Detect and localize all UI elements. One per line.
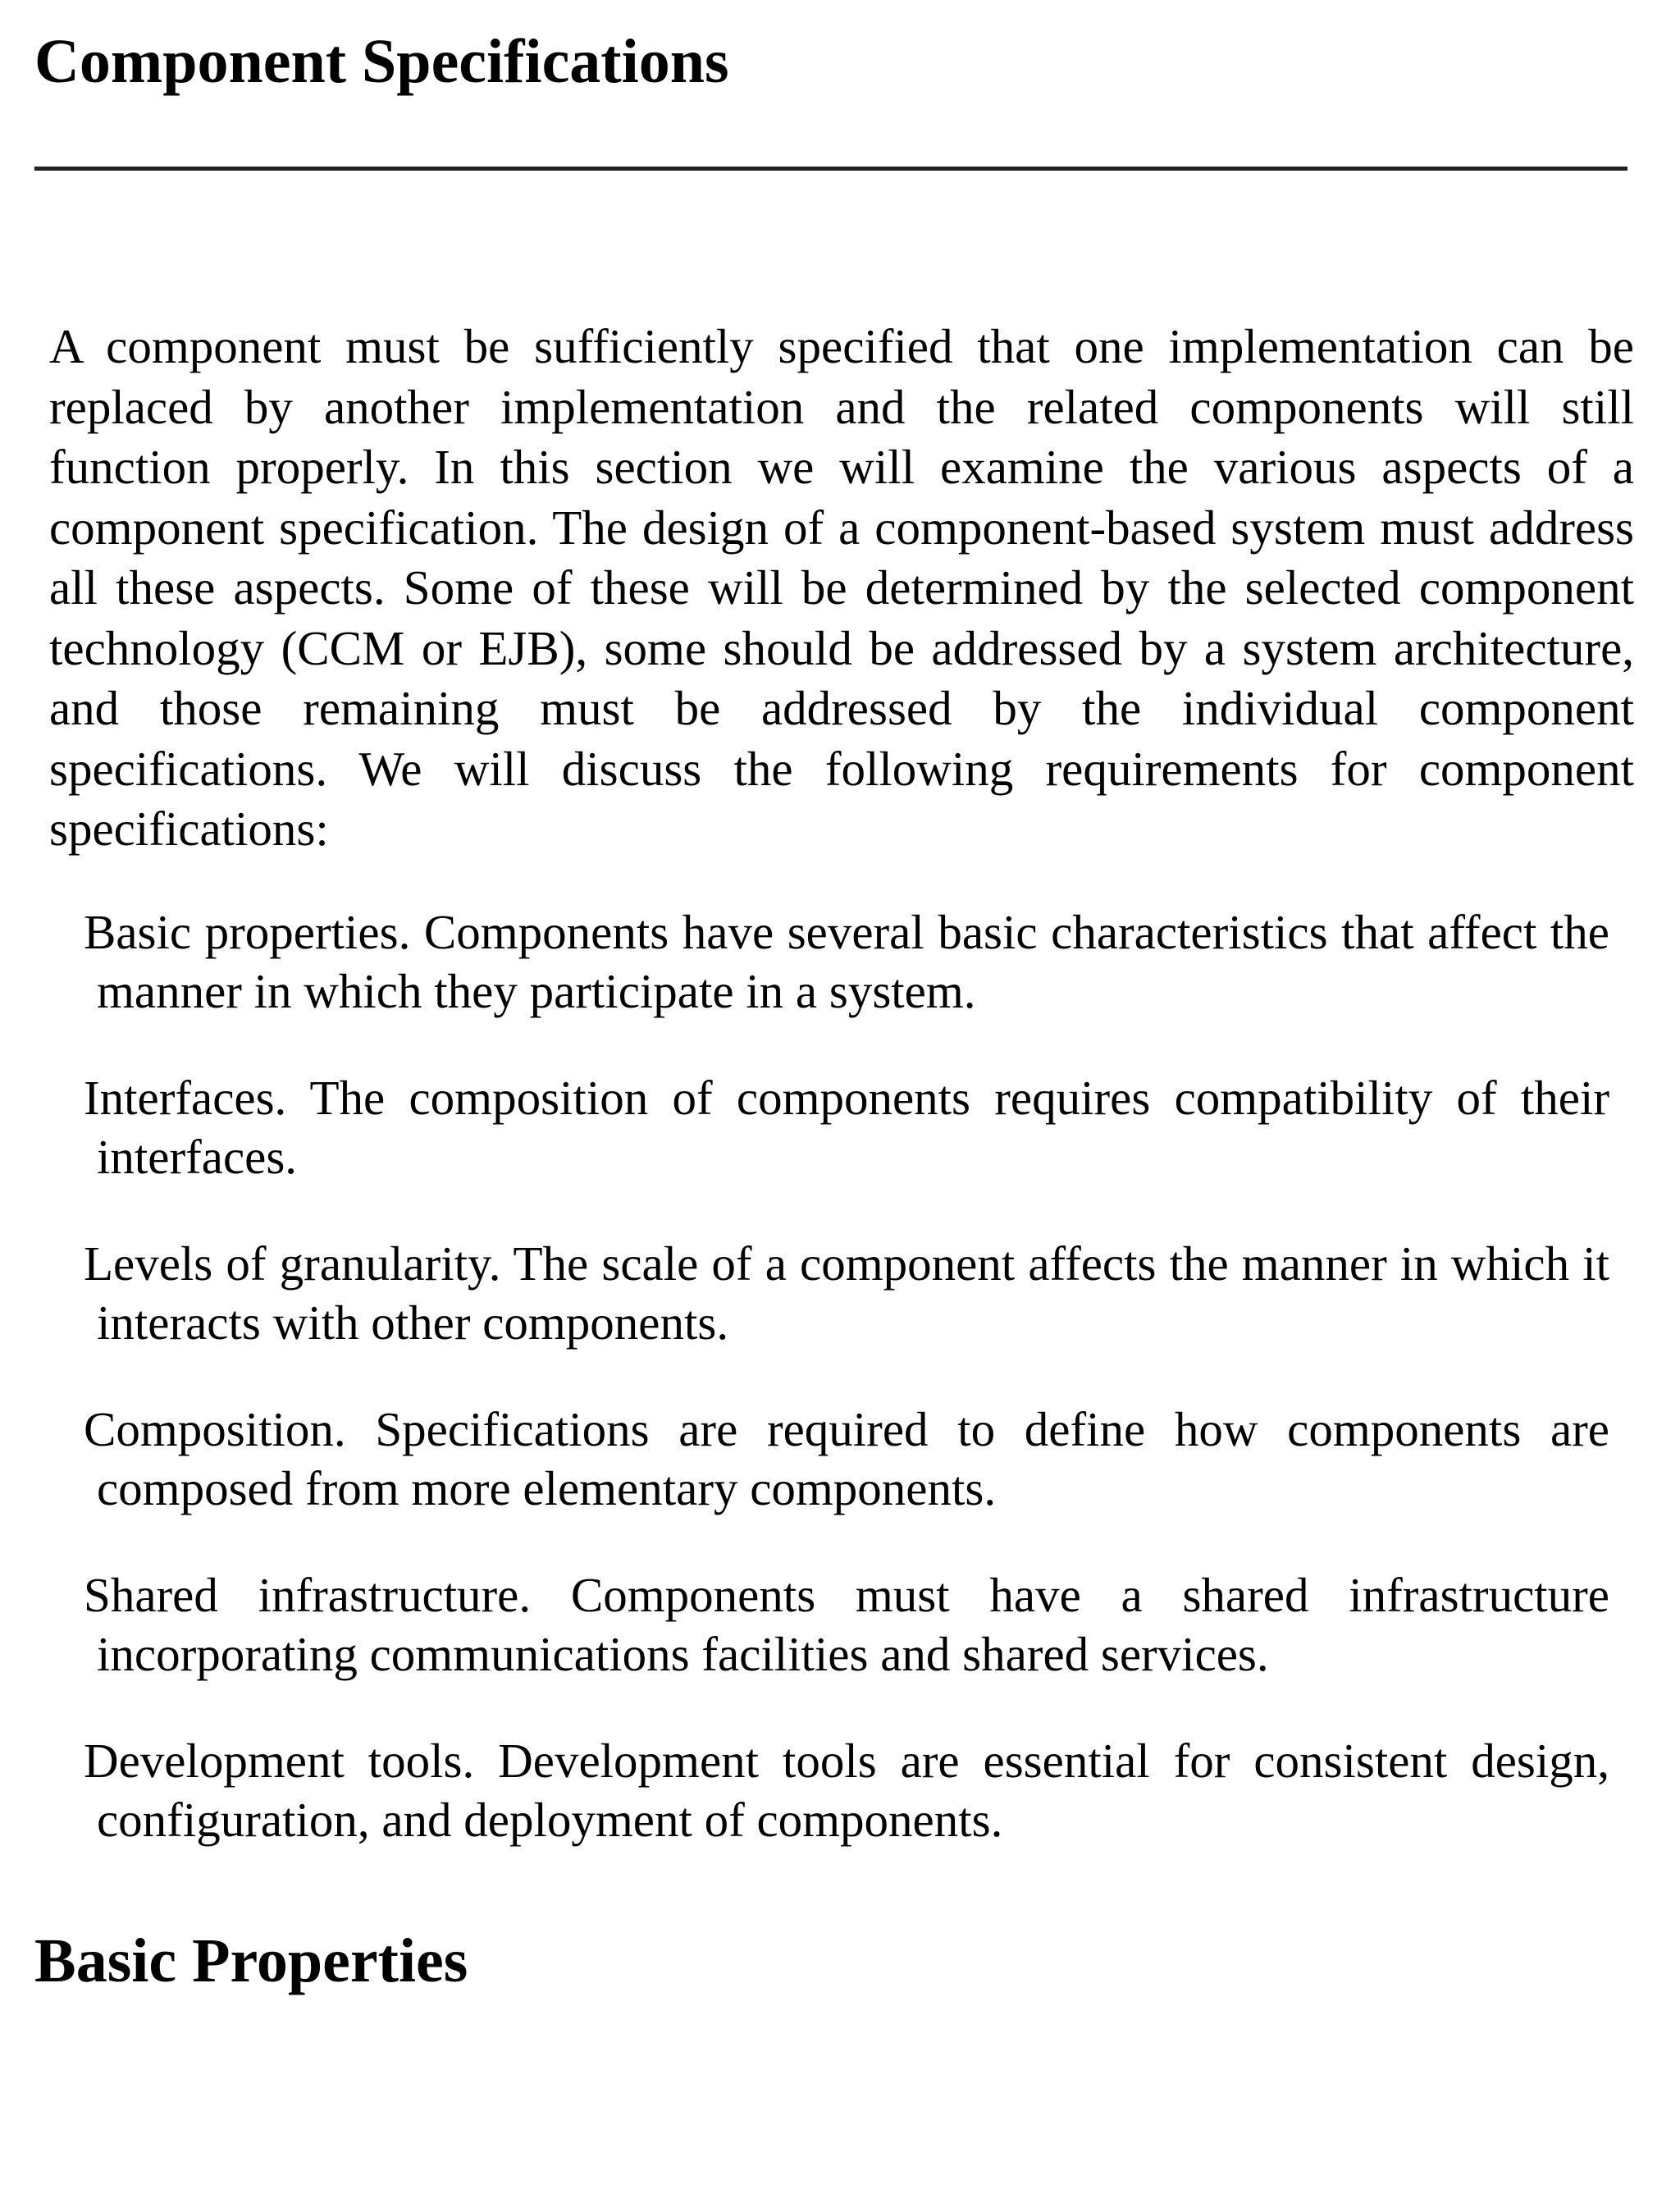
page-title: Component Specifications xyxy=(34,27,729,96)
section-heading-basic-properties: Basic Properties xyxy=(34,1926,468,1995)
requirement-item-shared-infrastructure: Shared infrastructure. Components must have a shared infrastructure incorporating communications facilities and shared services. xyxy=(84,1568,1609,1681)
requirement-item-basic-properties: Basic properties. Components have several basic characteristics that affect the manner in which they participate in a system. xyxy=(84,905,1609,1018)
requirement-item-composition: Composition. Specifications are required to define how components are composed from more elementary components. xyxy=(84,1402,1609,1515)
requirement-item-levels-of-granularity: Levels of granularity. The scale of a component affects the manner in which it interacts with other components. xyxy=(84,1236,1609,1350)
requirements-list xyxy=(84,902,1609,1897)
requirement-item-development-tools: Development tools. Development tools are essential for consistent design, configuration, and deployment of components. xyxy=(84,1734,1609,1847)
intro-paragraph: A component must be sufficiently specified that one implementation can be replaced by another implementation and the related components will still function properly. In this section we will examine the various aspects of a component specification. The design of a component-based system must address all these aspects. Some of these will be determined by the selected component technology (CCM or EJB), some should be addressed by a system architecture, and those remaining must be addressed by the individual component specifications. We will discuss the following requirements for component specifications: xyxy=(49,319,1634,856)
title-divider xyxy=(34,167,1628,171)
requirement-item-interfaces: Interfaces. The composition of components requires compatibility of their interfaces. xyxy=(84,1071,1609,1184)
